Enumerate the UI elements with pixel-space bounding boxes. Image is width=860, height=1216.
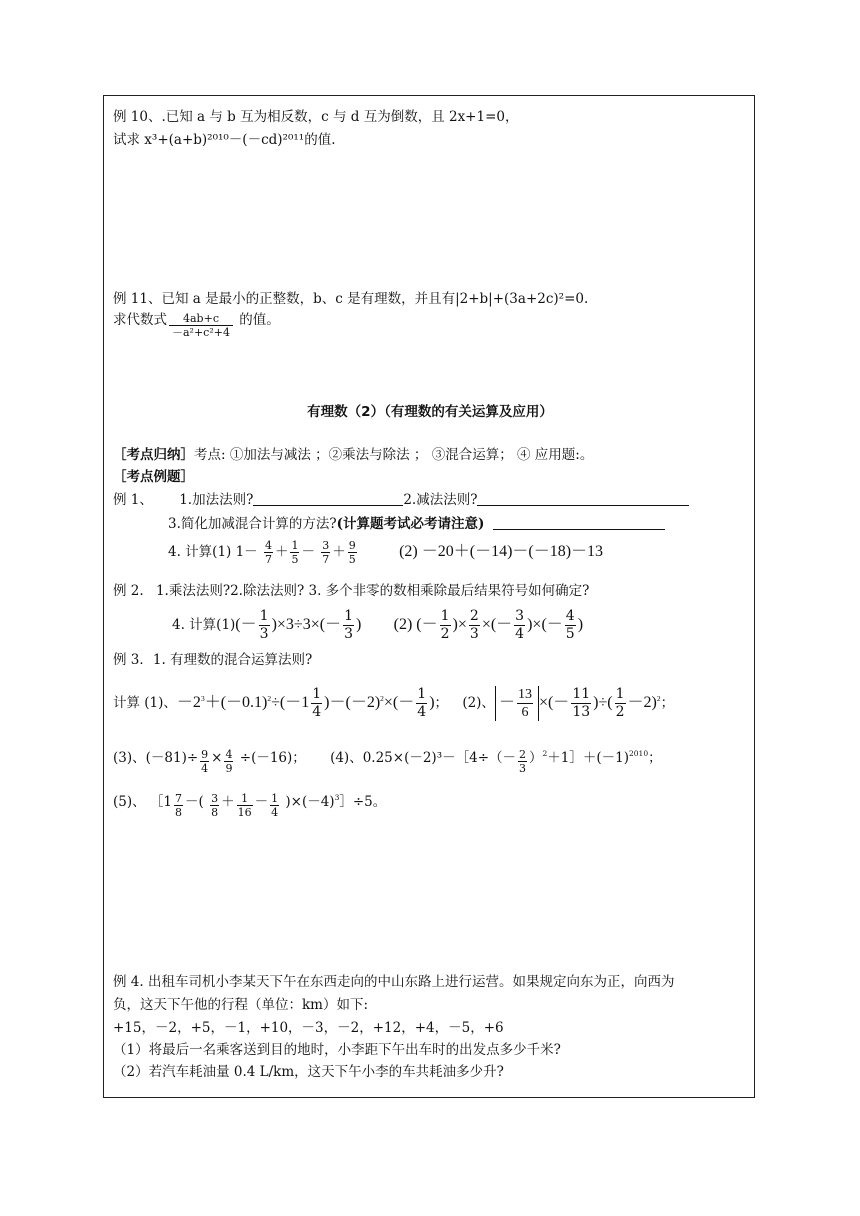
ex4-line3: +15，－2，+5，－1，+10，－3，－2，+12，+4，－5，+6: [113, 1020, 504, 1036]
ex10-line1: 例 10、.已知 a 与 b 互为相反数，c 与 d 互为倒数，且 2x+1=0，: [113, 109, 519, 125]
kaodian-line: [113, 446, 593, 464]
frac-4-7: $\frac{4}{7}$: [264, 539, 272, 566]
ex2-line1: [113, 582, 589, 600]
ex3-p5: (5)、 ［1: [113, 794, 173, 810]
ex1-q4: 4. 计算(1) 1－: [168, 544, 258, 560]
ex3-p2: (2)、: [462, 695, 495, 711]
ex11-suffix: 的值。: [234, 312, 280, 328]
ex1-q3-bold: (计算题考试必考请注意): [336, 516, 485, 532]
ex3-calc-prefix: 计算 (1)、: [113, 695, 177, 711]
ex2-text: 1.乘法法则?2.除法法则? 3. 多个非零的数相乘除最后结果符号如何确定?: [155, 583, 590, 599]
kaodian-label: ［考点归纳］: [113, 447, 194, 463]
ex2-label: 例 2.: [113, 583, 144, 599]
ex4-line1: 例 4. 出租车司机小李某天下午在东西走向的中山东路上进行运营。如果规定向东为正，向西为: [113, 974, 675, 990]
ex1-line2: [168, 515, 665, 533]
frac-9-5: $\frac{9}{5}$: [348, 539, 356, 566]
ex1-line3: 4. 计算(1) 1－ $\frac{4}{7}$ ＋ $\frac{1}{5}$ － $\frac{3}{7}$ ＋ $\frac{9}{5}$ (2) －20＋(－14)－(－18)－13: [168, 539, 604, 566]
ex4-q1: （1）将最后一名乘客送到目的地时，小李距下午出车时的出发点多少千米?: [113, 1042, 561, 1058]
ex1-q4-part2: (2) －20＋(－14)－(－18)－13: [399, 543, 604, 560]
ex3-line4: (5)、 ［1 $\frac{7}{8}$ －( $\frac{3}{8}$ ＋ $\frac{1}{16}$ － $\frac{1}{4}$ )$\times(-4)^3]\div 5$。: [113, 792, 387, 819]
ex11-line1: 例 11、已知 a 是最小的正整数，b、c 是有理数，并且有|2+b|+(3a+2c)²=0.: [113, 291, 589, 307]
ex4-line2: 负，这天下午他的行程（单位：km）如下:: [113, 997, 369, 1013]
ex10-line2: 试求 x³+(a+b)²⁰¹⁰－(－cd)²⁰¹¹的值.: [113, 132, 336, 148]
frac-1-5: $\frac{1}{5}$: [291, 539, 299, 566]
ex11-numerator: 4ab+c: [169, 312, 233, 326]
ex3-p3: (3)、(－81)÷: [113, 750, 199, 766]
ex1-q2-blank: [477, 491, 689, 506]
ex4-q2: （2）若汽车耗油量 0.4 L/km，这天下午小李的车共耗油多少升?: [113, 1064, 504, 1080]
section-title: 有理数（2）（有理数的有关运算及应用）: [307, 404, 553, 420]
ex2-line2: 4. 计算(1)(－ $\frac{1}{3}$ )×3÷3×(－ $\frac{1}{3}$ ) (2) (－ $\frac{1}{2}$ )× $\frac{2}{3}$ ×(－ $\frac{3}{4}$ )×(－ $\frac{4}{5}$ ): [172, 608, 584, 642]
ex1-q3: 3.简化加减混合计算的方法?: [168, 516, 337, 532]
ex3-line3: (3)、(－81)÷ $\frac{9}{4}$ × $\frac{4}{9}$ ÷(－16)； (4)、0.25×(－2)³－［4÷（－ $\frac{2}{3}$ ）$^2+1]+(-1)^{2010}$；: [113, 748, 662, 775]
lizi-label: ［考点例题］: [113, 469, 194, 485]
ex11-fraction: [169, 312, 233, 339]
ex1-q1: 1.加法法则?: [179, 492, 254, 508]
ex11-denominator: －a²+c²+4: [172, 326, 230, 339]
ex1-q2: 2.减法法则?: [403, 492, 478, 508]
ex1-line1: [113, 491, 689, 509]
frac-3-7: $\frac{3}{7}$: [322, 539, 330, 566]
ex3-p4: (4)、0.25×(－2)³－［4÷（－: [330, 750, 517, 766]
ex2-calc: 4. 计算(1): [172, 617, 236, 633]
ex1-q1-blank: [253, 491, 403, 506]
ex11-prefix: 求代数式: [113, 312, 167, 328]
ex1-label: 例 1、: [113, 492, 153, 508]
ex1-q3-blank: [493, 515, 665, 530]
ex3-calc-line: 计算 (1)、$-2^3+(-0.1)^2\div(-1$ $\frac{1}{4}$ )$-(-2)^2\times(-$ $\frac{1}{4}$ )； (2)、 － $\frac{13}{6}$ ×(－ $\frac{11}{13}$ )÷( $\frac{1}{2}$ －2)$^2$；: [113, 686, 675, 720]
kaodian-text: 考点: ①加法与减法 ；②乘法与除法 ； ③混合运算； ④ 应用题:。: [194, 447, 594, 463]
ex11-expression: [113, 311, 280, 339]
ex3-line1: 例 3．1. 有理数的混合运算法则?: [113, 652, 313, 668]
